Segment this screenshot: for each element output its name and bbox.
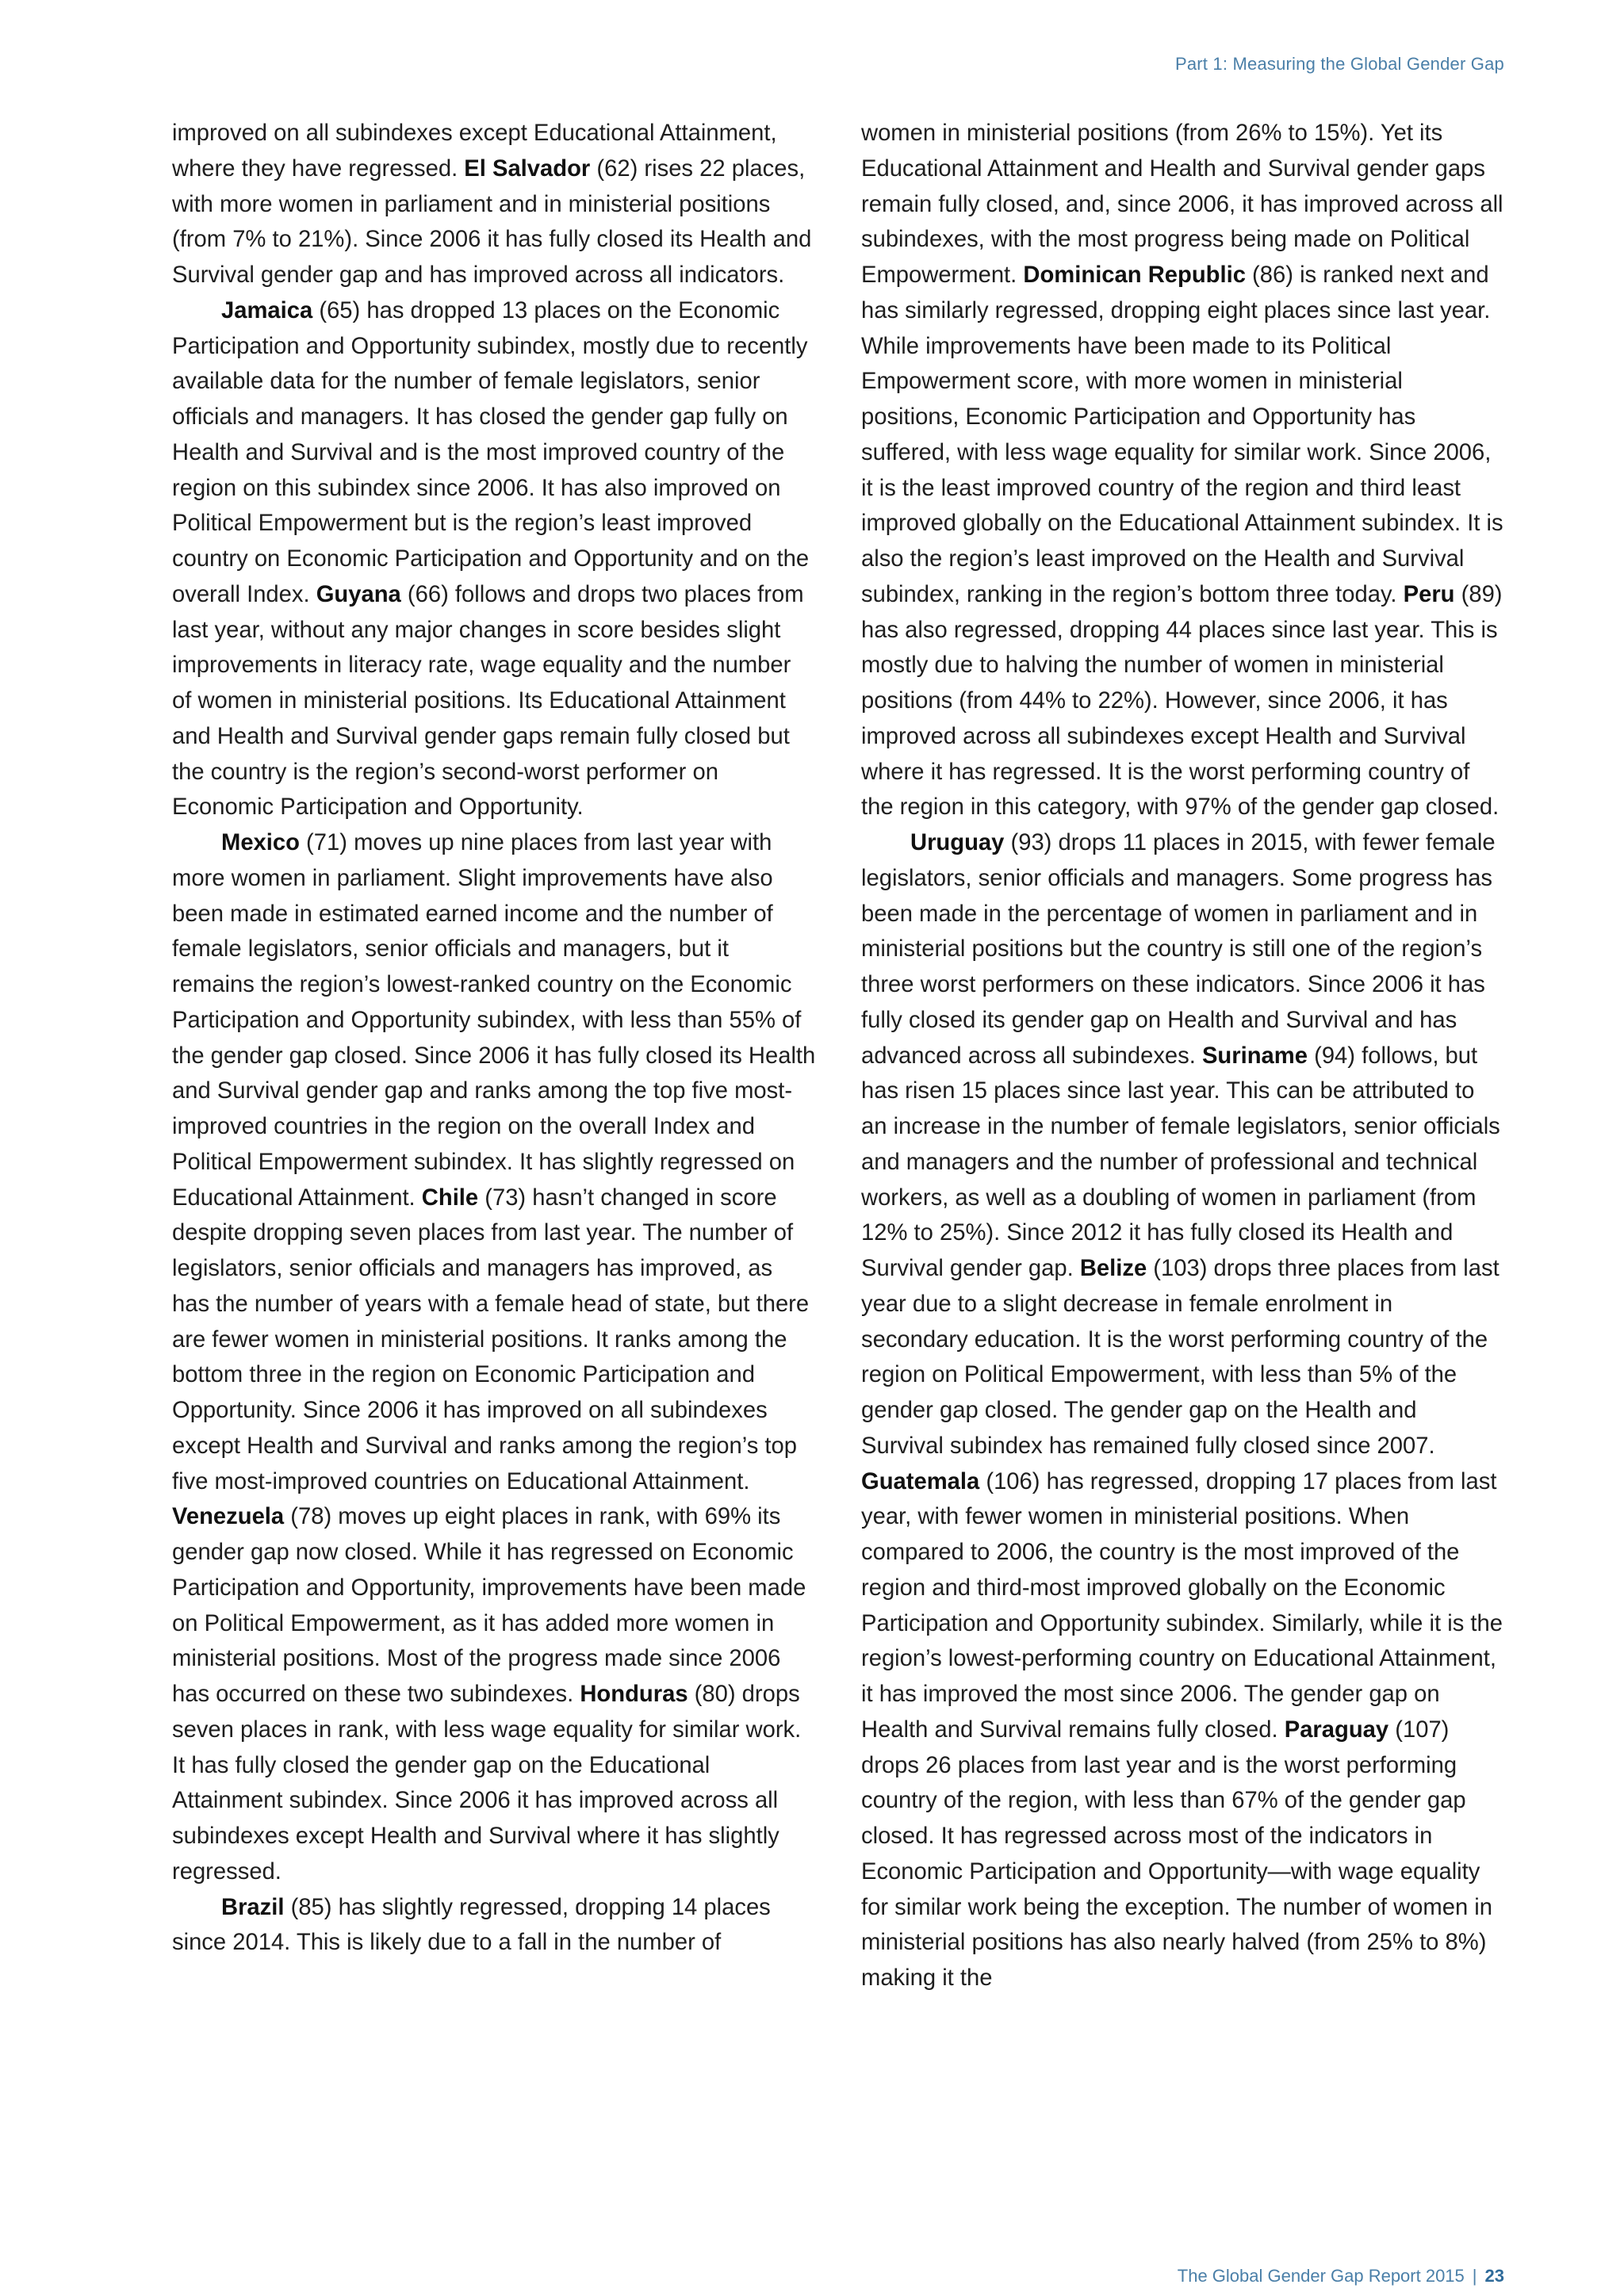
country-name: Dominican Republic [1023, 262, 1246, 288]
country-name: Belize [1079, 1256, 1147, 1281]
paragraph-brazil [172, 1890, 816, 1961]
body-text: (66) follows and drops two places from last year, without any major changes in score besides slight improvements in literacy rate, wage equality and the number of women in ministerial positions. Its Educational Attainment and Health and Survival gender gaps remain fully closed but the country is the region’s second-worst performer on Economic Participation and Opportunity. [172, 581, 804, 821]
country-name: Paraguay [1284, 1716, 1389, 1743]
body-text: (94) follows, but has risen 15 places since last year. This can be attributed to an increase in the number of female legislators, senior officials and managers and the number of professional and technical workers, as well as a doubling of women in parliament (from 12% to 25%). Since 2012 it has fully closed its Health and Survival gender gap. [861, 1043, 1500, 1281]
body-text: (62) rises 22 places, with more women in parliament and in ministerial positions (from 7% to 21%). Since 2006 it has fully closed its Health and Survival gender gap and has improved across all indicators. [172, 155, 812, 288]
report-title: The Global Gender Gap Report 2015 [1177, 2266, 1465, 2286]
footer-separator: | [1472, 2266, 1477, 2286]
body-text: (65) has dropped 13 places on the Economic Participation and Opportunity subindex, mostly due to recently available data for the number of female legislators, senior officials and managers. It has closed the gender gap fully on Health and Survival and is the most improved country of the region on this subindex since 2006. It has also improved on Political Empowerment but is the region’s least improved country on Economic Participation and Opportunity and on the overall Index. [172, 297, 810, 607]
paragraph-mexico-chile-venezuela-honduras [172, 825, 816, 1890]
country-name: Mexico [221, 830, 300, 855]
body-text: (89) has also regressed, dropping 44 places since last year. This is mostly due to halving the number of women in ministerial positions (from 44% to 22%). However, since 2006, it has improved across all subindexes except Health and Survival where it has regressed. It is the worst performing country of the region in this category, with 97% of the gender gap closed. [861, 581, 1503, 821]
right-column [861, 116, 1505, 1996]
body-text: (78) moves up eight places in rank, with 69% its gender gap now closed. While it has regressed on Economic Participation and Opportunity, improvements have been made on Political Empowerment, as it has added more women in ministerial positions. Most of the progress made since 2006 has occurred on these two subindexes. [172, 1504, 806, 1707]
body-text: (80) drops seven places in rank, with less wage equality for similar work. It has fully closed the gender gap on the Educational Attainment subindex. Since 2006 it has improved across all subindexes except Health and Survival where it has slightly regressed. [172, 1682, 802, 1885]
running-header: Part 1: Measuring the Global Gender Gap [1174, 54, 1504, 74]
country-name: Suriname [1201, 1043, 1308, 1069]
body-text: improved on all subindexes except Educational Attainment, where they have regressed. [172, 121, 777, 182]
paragraph-uruguay-suriname-belize-guatemala-paraguay [861, 825, 1505, 1996]
country-name: Guatemala [861, 1468, 980, 1494]
country-name: Guyana [316, 581, 401, 607]
country-name: Brazil [221, 1894, 285, 1920]
body-text: (86) is ranked next and has similarly regressed, dropping eight places since last year. While improvements have been made to its Political Empowerment score, with more women in ministerial positions, Economic Participation and Opportunity has suffered, with less wage equality for similar work. Since 2006, it is the least improved country of the region and third least improved globally on the Educational Attainment subindex. It is also the region’s least improved on the Health and Survival subindex, ranking in the region’s bottom three today. [861, 262, 1503, 607]
body-text: (73) hasn’t changed in score despite dropping seven places from last year. The number of legislators, senior officials and managers has improved, as has the number of years with a female head of state, but there are fewer women in ministerial positions. It ranks among the bottom three in the region on Economic Participation and Opportunity. Since 2006 it has improved on all subindexes except Health and Survival and ranks among the region’s top five most-improved countries on Educational Attainment. [172, 1184, 810, 1494]
body-text: women in ministerial positions (from 26% to 15%). Yet its Educational Attainment and Health and Survival gender gaps remain fully closed, and, since 2006, it has improved across all subindexes, with the most progress being made on Political Empowerment. [861, 121, 1503, 288]
body-text: (85) has slightly regressed, dropping 14 places since 2014. This is likely due to a fall in the number of [172, 1894, 771, 1956]
body-text: (107) drops 26 places from last year and is the worst performing country of the region, with less than 67% of the gender gap closed. It has regressed across most of the indicators in Economic Participation and Opportunity—with wage equality for similar work being the exception. The number of women in ministerial positions has also nearly halved (from 25% to 8%) making it the [861, 1716, 1493, 1991]
paragraph-el-salvador [172, 116, 816, 293]
body-text: (71) moves up nine places from last year with more women in parliament. Slight improvements have also been made in estimated earned income and the number of female legislators, senior officials and managers, but it remains the region’s lowest-ranked country on the Economic Participation and Opportunity subindex, with less than 55% of the gender gap closed. Since 2006 it has fully closed its Health and Survival gender gap and ranks among the top five most-improved countries in the region on the overall Index and Political Empowerment subindex. It has slightly regressed on Educational Attainment. [172, 830, 816, 1211]
body-text: (103) drops three places from last year due to a slight decrease in female enrolment in secondary education. It is the worst performing country of the region on Political Empowerment, with less than 5% of the gender gap closed. The gender gap on the Health and Survival subindex has remained fully closed since 2007. [861, 1256, 1500, 1459]
country-name: Chile [421, 1184, 479, 1211]
country-name: Uruguay [910, 830, 1005, 855]
paragraph-dominican-republic-peru [861, 116, 1505, 825]
body-text: (93) drops 11 places in 2015, with fewer female legislators, senior officials and managers. Some progress has been made in the percentage of women in parliament and in ministerial positions but the country is still one of the region’s three worst performers on these indicators. Since 2006 it has fully closed its gender gap on Health and Survival and has advanced across all subindexes. [861, 830, 1496, 1069]
country-name: Honduras [580, 1682, 688, 1707]
page-footer [1178, 2266, 1504, 2286]
body-text: (106) has regressed, dropping 17 places from last year, with fewer women in ministerial positions. When compared to 2006, the country is the most improved of the region and third-most improved globally on the Economic Participation and Opportunity subindex. Similarly, while it is the region’s lowest-performing country on Educational Attainment, it has improved the most since 2006. The gender gap on Health and Survival remains fully closed. [861, 1468, 1503, 1743]
paragraph-jamaica-guyana [172, 293, 816, 825]
country-name: Jamaica [221, 297, 313, 323]
country-name: Venezuela [172, 1504, 285, 1530]
country-name: El Salvador [464, 155, 591, 182]
left-column [172, 116, 816, 1961]
page-number: 23 [1484, 2266, 1504, 2286]
country-name: Peru [1403, 581, 1455, 607]
